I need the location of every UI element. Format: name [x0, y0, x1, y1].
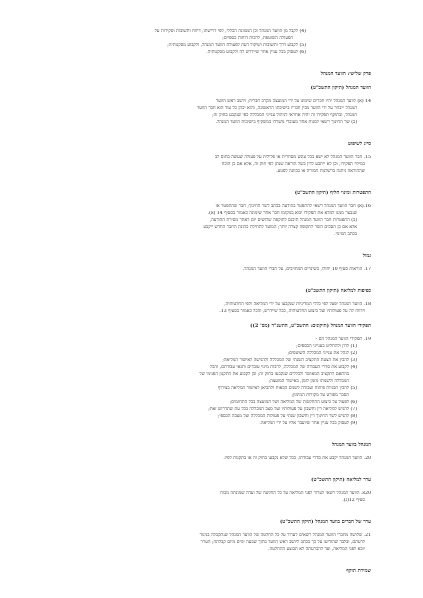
body-text-line: (ב) שר החינוך רשאי למנות אחד מעובדי משרדו כמשקיף בישיבות הוועד המנהל.	[215, 120, 357, 125]
body-text-line: 16.(א) חבר הוועד המנהל רשאי להתפטר בהודעה בכתב לשר החינוך; חבר שהתפטר או	[215, 204, 371, 209]
body-text-line: (4) לקבל מן הוועד המנהל וכן הממונה הכללי, לפי דרישתו, דיווח ותשובות וסקירות על	[154, 29, 306, 34]
body-text-line: (7) להגיש למליאה דין וחשבון על פעולותיו ועל מצב המכללה בכל עת שתדרוש זאת;	[208, 407, 357, 412]
section-heading: סייג לשיפוט	[347, 141, 371, 147]
body-text-line: (6) לפעול על ביצוע ההחלטות של המליאה ושל המועצה בכל התחומים;	[229, 400, 357, 405]
body-text-line: (1) לדון ולהחליט בענייני הכספים;	[296, 344, 357, 349]
body-text-line: במילוי תפקידו, וכן לא ייתבע לדין בשל הוראה שנתן לפי חוק זה, אלא אם כן הוכח	[221, 162, 365, 167]
body-text-line: (3) להכין את הצעת התקציב השנתי של המכללה ולהגישה לאישור המליאה;	[222, 358, 357, 363]
section-heading: כפיפות למליאה (תיקון התשכ"ט)	[305, 288, 371, 294]
body-text-line: (9) לעסוק בכל עניין אחר שיועבר אליו על ידי המליאה.	[259, 421, 357, 426]
body-text-line: 17. הוראות סעיף 10 יחולו, בשינויים המחויבים, על חברי הוועד המנהל.	[242, 267, 371, 272]
body-text-line: אלא אם כן הסכים השר לתקופה קצרה יותר; המועד לתחילת כהונת החבר החדש ייקבע	[203, 225, 357, 230]
body-text-line: (4) לקבוע את סדרי העבודה של המכללה, לרבות מינוי עובדים ותנאי עבודתם, והכל	[209, 365, 357, 370]
body-text-line: (8) להגיש לשר החינוך דין וחשבון שנתי על פעולות המכללה ועל מצבה הכספי;	[217, 414, 357, 419]
body-text-line: 20. הוועד המנהל יקבע את סדרי עבודתו, ככל שלא נקבעו בחוק זה או בתקנות לפיו.	[223, 456, 371, 461]
body-text-line: (2) לנהל את ענייני המכללה השוטפים;	[287, 351, 357, 356]
body-text-line: 19. תפקידי הוועד המנהל הם -	[315, 337, 371, 342]
body-text-line: סעיף 12(ג).	[342, 498, 365, 503]
body-text-line: וידווח לה על פעולותיו ועל ביצוע החלטותיה, ככל שיידרש, והכל כאמור בסעיף 13.	[219, 309, 365, 314]
section-heading: גמול	[362, 253, 371, 259]
body-text-line: (6) לעסוק בכל עניין אחר שיידרש לה ולקבוע מסקנותיה.	[206, 50, 306, 55]
body-text-line: בכתב המינוי.	[334, 232, 357, 237]
section-heading: הוועד המנהל (תיקון התשכ"ט)	[310, 85, 371, 91]
body-text-line: לדעתם, ובלבד שהודיעו על כך בכתב ליושב ראש הוועד בתוך שבעה ימים מיום קבלתה; הערר	[200, 540, 365, 545]
body-text-line: המכללה ולשנותו מזמן לזמן, באישור המועצה;	[268, 379, 349, 384]
body-text-line: הסבר מפורט על מקורות המימון;	[291, 393, 349, 398]
section-heading: ערר של חברים בוועד המנהל (תיקון התשכ"ט)	[279, 519, 371, 525]
body-text-line: 21. שלושה מחברי הוועד המנהל רשאים לערור על כל החלטה של הוועד המנהל שנתקבלה בניגוד	[199, 533, 371, 538]
body-text-line: (5) להכין תכניות פיתוח ועבודה לשנים הבאות ולהביאן לאישור המליאה בצירוף	[217, 386, 357, 391]
body-text-line: הפעולה השוטפת, לרבות דוחות כספיים;	[222, 36, 293, 41]
section-heading: תפקידי הוועד המנהל (תיקונים: התשכ"ט, התשנ"ד (מס' 2))	[250, 323, 371, 329]
body-text-line: בהתאם לתקציב המאושר ולכללים שנקבעו בחוק זה; וכן לקבוע את התקנון הפנימי של	[199, 372, 349, 377]
body-text-line: 14 (א) לוועד המנהל יהיו חברים שימונו על ידי המועצה מקרב חבריה; ויושב ראש הוועד	[216, 99, 371, 104]
section-heading: המנהל בוועד המנהל	[331, 442, 371, 448]
body-text-line: 18. הוועד המנהל יפעל לפי כללי המדיניות שנקבעו על ידי המליאה ולפי החלטותיה,	[224, 302, 371, 307]
body-text-line: שנבצר ממנו למלא את תפקידו יבוא במקומו חבר אחר שימונה כאמור בסעיף 14 (א).	[207, 211, 357, 216]
body-text-line: (5) לקבוע דרך ותשובות ושיקול דעת לפעולת הוועד המנהל, ולקבוע מסקנותיה;	[167, 43, 306, 48]
body-text-line: שההוראה ניתנה ברשלנות חמורה או בכוונה לפגוע.	[276, 169, 365, 174]
body-text-line: יובא לפני המליאה, ועד להכרעתה לא תבוצע ההחלטה.	[268, 547, 365, 552]
section-heading: פרק שלישי: הוועד המנהל	[320, 71, 371, 77]
body-text-line: (ב) התפטרות חבר הוועד המנהל תיכנס לתוקפה שלושים יום לאחר מסירת ההודעה,	[209, 218, 357, 223]
body-text-line: 20א. הוועד המנהל רשאי לערור לפני המליאה על כל החלטה של ועדה שמונתה מכוח	[220, 491, 371, 496]
section-heading: שמירת תוקף	[346, 568, 371, 574]
body-text-line: 15. חבר הוועד המנהל לא ישא בכל עונש מסחרית או פלילית על פעולה שעשה בתום לב	[214, 155, 371, 160]
section-heading: התפטרות ומינוי חליף (תיקון התשכ"ט)	[294, 190, 371, 196]
section-heading: ערר למליאה (תיקון התשכ"ט)	[311, 477, 371, 483]
body-text-line: המנהל, ובתוקף תפקידו זה יהיה אחראי לניהול ענייני המכללה כפי שנקבע בחוק זה;	[212, 113, 357, 118]
body-text-line: המנהל ייבחר על ידי הוועד מבין חבריו בישיבתו הראשונה, והוא יכהן כל עוד הוא חבר הוועד	[197, 106, 357, 111]
